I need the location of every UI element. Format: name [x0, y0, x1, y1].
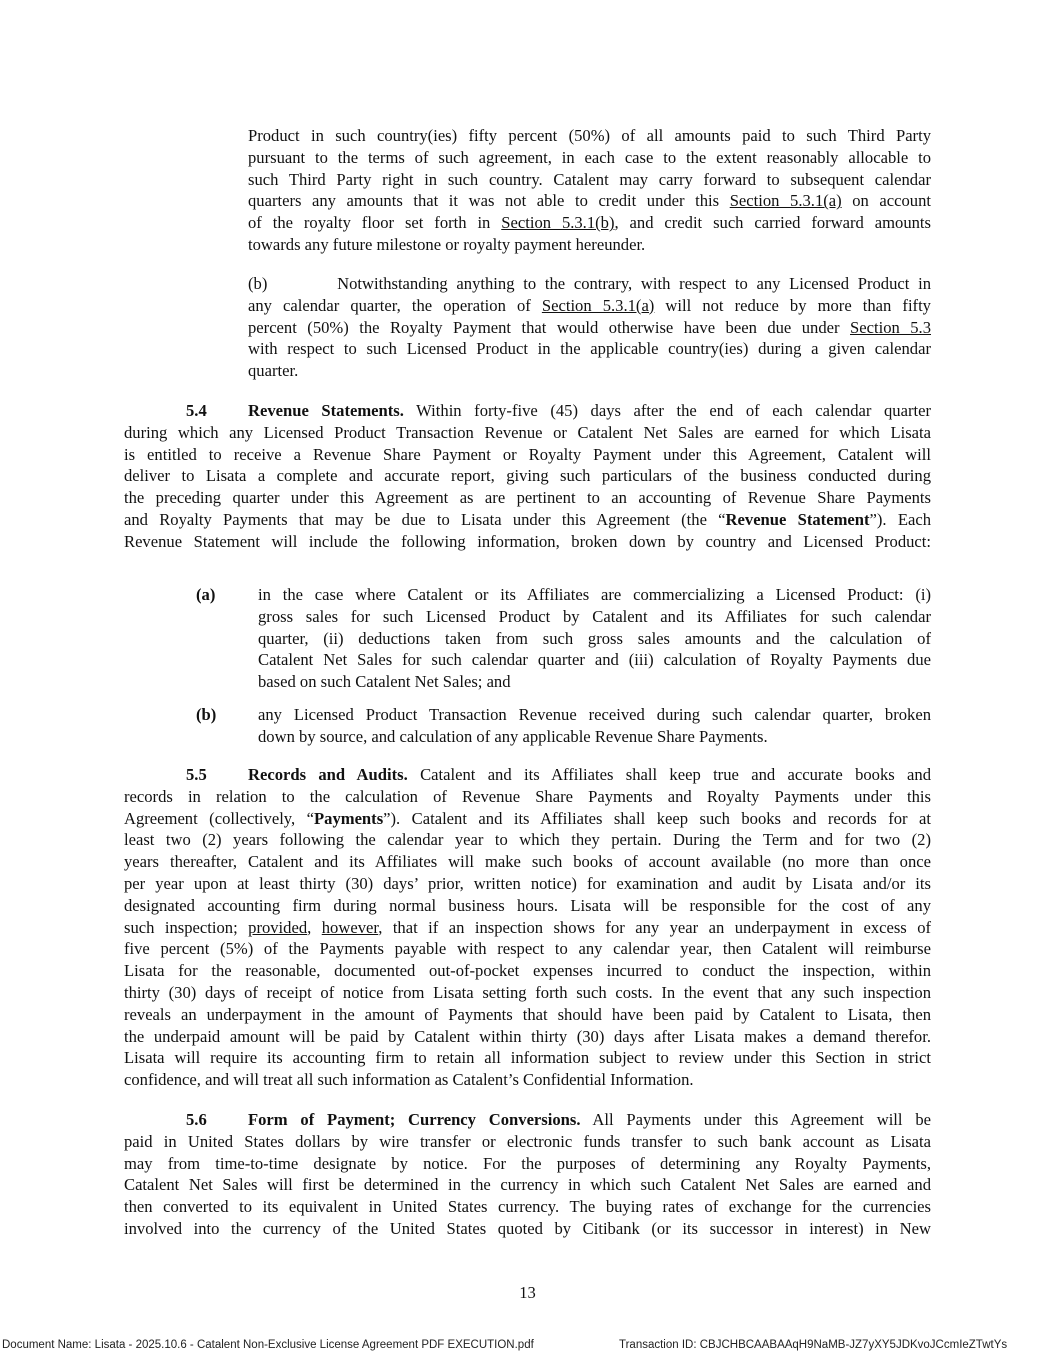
- text-line: the preceding quarter under this Agreement as are pertinent to an accounting of Revenue Share Payments: [124, 488, 931, 508]
- text-line: involved into the currency of the United States quoted by Citibank (or its successor in interest) in New: [124, 1218, 931, 1238]
- text-line: (b) Notwithstanding anything to the contrary, with respect to any Licensed Product in: [248, 274, 931, 293]
- section-title: Form of Payment; Currency Conversions.: [248, 1110, 581, 1129]
- text-line: deliver to Lisata a complete and accurate report, giving such particulars of the business conducted during: [124, 466, 931, 486]
- text-line: five percent (5%) of the Payments payable with respect to any calendar year, then Catalent will reimburse: [124, 939, 931, 959]
- text-line: such inspection; provided, however, that if an inspection shows for any year an underpayment in excess of: [124, 917, 932, 937]
- section-reference: Section 5.3.1(b): [501, 213, 615, 233]
- text-line: quarter, (ii) deductions taken from such gross sales amounts and the calculation of: [258, 628, 931, 648]
- section-5-4: [124, 400, 931, 553]
- section-reference: Section 5.3.1(a): [541, 295, 655, 315]
- text-line: percent (50%) the Royalty Payment that would otherwise have been due under Section 5.3: [248, 317, 931, 337]
- list-label-b: (b): [196, 705, 217, 724]
- section-heading-line: 5.4 Revenue Statements. Within forty-five (45) days after the end of each calendar quarter: [186, 401, 931, 420]
- text-line: Lisata will require its accounting firm to retain all information subject to review under this Section in strict: [124, 1048, 931, 1068]
- text-line: reveals an underpayment in the amount of Payments that should have been paid by Catalent to Lisata, then: [124, 1004, 931, 1024]
- defined-term: Revenue Statement: [725, 509, 870, 529]
- text-line: least two (2) years following the calendar year to which they pertain. During the Term and for two (2): [124, 830, 931, 850]
- section-number: 5.4: [186, 401, 207, 420]
- section-5-6: [124, 1109, 931, 1240]
- text-line: is entitled to receive a Revenue Share Payment or Royalty Payment under this Agreement, Catalent will: [124, 444, 931, 464]
- text-line: Lisata for the reasonable, documented out-of-pocket expenses incurred to conduct the inspection, within: [124, 961, 931, 981]
- text-line: and Royalty Payments that may be due to Lisata under this Agreement (the “Revenue Statement”). Each: [124, 509, 931, 529]
- section-heading-line: 5.6 Form of Payment; Currency Conversions. All Payments under this Agreement will be: [186, 1110, 931, 1129]
- text-line: quarter.: [248, 361, 299, 381]
- defined-term: Payments: [314, 808, 384, 828]
- section-5-5: [124, 764, 931, 1091]
- footer-document-name: Document Name: Lisata - 2025.10.6 - Catalent Non-Exclusive License Agreement PDF EXECUTION.pdf: [2, 1339, 534, 1351]
- text-line: with respect to such Licensed Product in the applicable country(ies) during a given calendar: [248, 339, 931, 359]
- section-title: Revenue Statements.: [248, 401, 404, 420]
- section-number: 5.6: [186, 1110, 207, 1129]
- text-line: during which any Licensed Product Transaction Revenue or Catalent Net Sales are earned for which Lisata: [124, 422, 931, 442]
- list-item-b: [258, 704, 931, 748]
- continuation-paragraph: [248, 125, 931, 256]
- list-item-a: [258, 584, 931, 693]
- section-reference: Section 5.3: [850, 317, 931, 337]
- section-number: 5.5: [186, 765, 207, 784]
- subparagraph-b: [248, 273, 931, 382]
- section-reference: Section 5.3.1(a): [729, 191, 842, 211]
- text-line: paid in United States dollars by wire transfer or electronic funds transfer to such bank account as Lisata: [124, 1131, 931, 1151]
- text-line: such Third Party right in such country. Catalent may carry forward to subsequent calendar: [248, 169, 931, 189]
- text-line: confidence, and will treat all such information as Catalent’s Confidential Information.: [124, 1070, 694, 1090]
- text-line: thirty (30) days of receipt of notice from Lisata setting forth such costs. In the event that any such inspection: [124, 982, 931, 1002]
- text-line: Catalent Net Sales for such calendar quarter and (iii) calculation of Royalty Payments due: [258, 650, 931, 670]
- text-line: down by source, and calculation of any applicable Revenue Share Payments.: [258, 726, 768, 746]
- page-number: 13: [519, 1283, 536, 1302]
- text-line: any Licensed Product Transaction Revenue received during such calendar quarter, broken: [258, 705, 931, 724]
- text-line: quarters any amounts that it was not able to credit under this Section 5.3.1(a) on account: [248, 191, 931, 211]
- text-line: designated accounting firm during normal business hours. Lisata will be responsible for the cost of any: [124, 895, 931, 915]
- text-line: per year upon at least thirty (30) days’ prior, written notice) for examination and audit by Lisata and/or its: [124, 873, 931, 893]
- text-line: any calendar quarter, the operation of Section 5.3.1(a) will not reduce by more than fifty: [248, 295, 931, 315]
- text-line: pursuant to the terms of such agreement, in each case to the extent reasonably allocable to: [248, 147, 931, 167]
- text-line: then converted to its equivalent in United States currency. The buying rates of exchange for the currencies: [124, 1197, 931, 1217]
- list-label-a: (a): [196, 585, 216, 604]
- text-line: may from time-to-time designate by notice. For the purposes of determining any Royalty Payments,: [124, 1153, 931, 1173]
- section-title: Records and Audits.: [248, 765, 408, 784]
- text-line: the underpaid amount will be paid by Catalent within thirty (30) days after Lisata makes a demand therefor.: [124, 1026, 931, 1046]
- section-heading-line: 5.5 Records and Audits. Catalent and its Affiliates shall keep true and accurate books and: [186, 765, 931, 784]
- underlined-term: however: [321, 917, 379, 937]
- text-line: Catalent Net Sales will first be determined in the currency in which such Catalent Net Sales are earned and: [124, 1175, 931, 1195]
- text-line: years thereafter, Catalent and its Affiliates will make such books of account available (no more than once: [124, 852, 931, 872]
- text-line: towards any future milestone or royalty payment hereunder.: [248, 234, 646, 254]
- text-line: Product in such country(ies) fifty percent (50%) of all amounts paid to such Third Party: [248, 126, 931, 145]
- text-line: of the royalty floor set forth in Section 5.3.1(b), and credit such carried forward amounts: [248, 213, 931, 233]
- text-line: records in relation to the calculation of Revenue Share Payments and Royalty Payments under this: [124, 786, 931, 806]
- text-line: Agreement (collectively, “Payments”). Catalent and its Affiliates shall keep such books and records for at: [124, 808, 931, 828]
- text-line: gross sales for such Licensed Product by Catalent and its Affiliates for such calendar: [258, 606, 931, 626]
- text-line: in the case where Catalent or its Affiliates are commercializing a Licensed Product: (i): [258, 585, 931, 604]
- text-line: based on such Catalent Net Sales; and: [258, 672, 511, 692]
- text-line: Revenue Statement will include the following information, broken down by country and Licensed Product:: [124, 531, 931, 551]
- footer-transaction-id: Transaction ID: CBJCHBCAABAAqH9NaMB-JZ7yXY5JDKvoJCcmIeZTwtYs: [619, 1339, 1008, 1351]
- underlined-term: provided: [248, 917, 308, 937]
